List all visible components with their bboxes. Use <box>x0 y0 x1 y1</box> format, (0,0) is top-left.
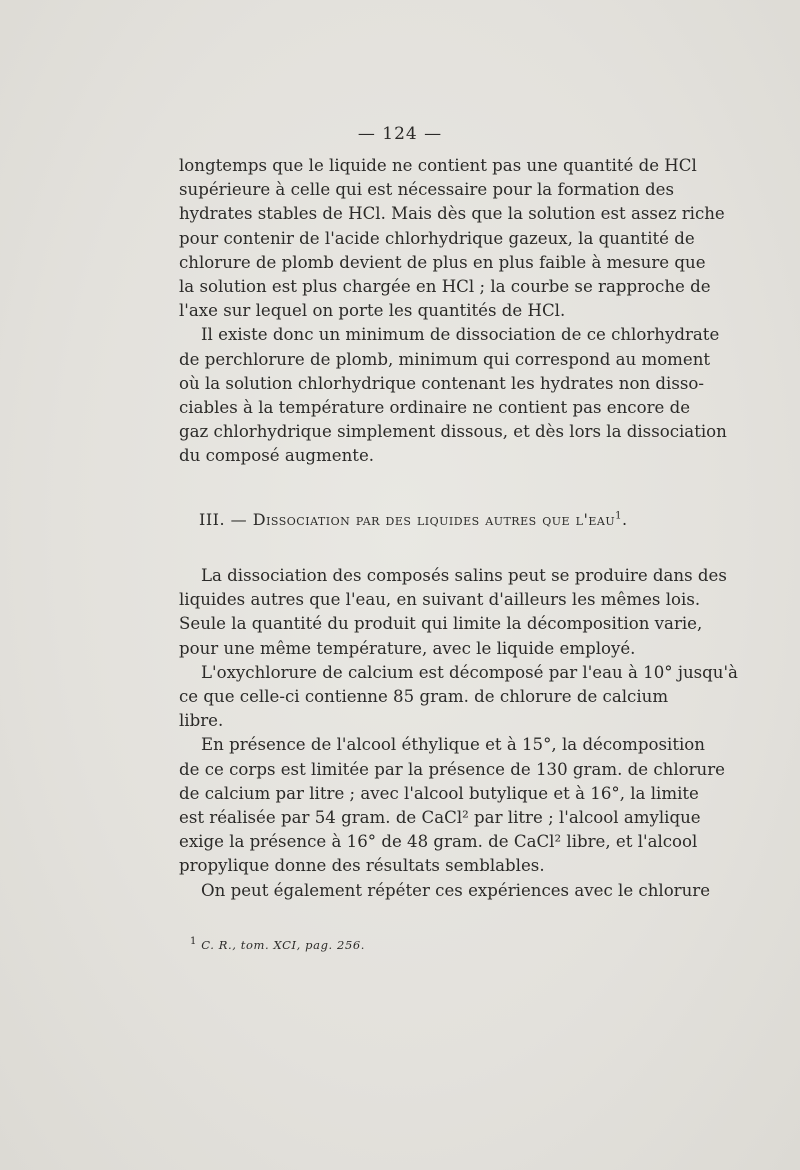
text-line: exige la présence à 16° de 48 gram. de CaCl² libre, et l'alcool <box>179 832 698 852</box>
text-line: ce que celle-ci contienne 85 gram. de chlorure de calcium <box>179 687 669 707</box>
text-line: ciables à la température ordinaire ne contient pas encore de <box>179 398 691 418</box>
page-number: — 124 — <box>357 124 443 144</box>
section-end: . <box>621 510 628 529</box>
text-line: hydrates stables de HCl. Mais dès que la solution est assez riche <box>179 204 725 224</box>
text-line: où la solution chlorhydrique contenant les hydrates non disso- <box>179 373 704 393</box>
section-dash: — <box>230 510 248 529</box>
footnote-reference: 1 <box>615 510 622 522</box>
text-line: libre. <box>179 711 224 731</box>
text-line: du composé augmente. <box>179 446 375 466</box>
text-line: L'oxychlorure de calcium est décomposé par l'eau à 10° jusqu'à <box>201 662 738 682</box>
text-line: La dissociation des composés salins peut se produire dans des <box>201 566 727 585</box>
footnote-text: C. R., tom. XCI, pag. 256. <box>201 938 366 952</box>
text-line: Seule la quantité du produit qui limite la décomposition varie, <box>179 614 703 634</box>
text-line: pour contenir de l'acide chlorhydrique gazeux, la quantité de <box>179 228 695 248</box>
text-line: de perchlorure de plomb, minimum qui correspond au moment <box>179 349 711 369</box>
footnote <box>190 938 365 952</box>
text-line: Il existe donc un minimum de dissociation de ce chlorhydrate <box>201 325 720 345</box>
text-line: propylique donne des résultats semblables. <box>179 856 545 876</box>
footnote-mark: 1 <box>190 936 197 948</box>
text-line: On peut également répéter ces expériences avec le chlorure <box>201 880 711 900</box>
text-line: la solution est plus chargée en HCl ; la courbe se rapproche de <box>179 277 711 297</box>
text-line: chlorure de plomb devient de plus en plus faible à mesure que <box>179 252 706 272</box>
section-numeral: III. <box>199 510 226 529</box>
section-title: Dissociation par des liquides autres que l'eau <box>252 510 616 529</box>
section-heading <box>199 510 628 529</box>
text-line: est réalisée par 54 gram. de CaCl² par litre ; l'alcool amylique <box>179 808 701 828</box>
text-line: de ce corps est limitée par la présence de 130 gram. de chlorure <box>179 759 725 779</box>
paragraph-block-1 <box>179 154 727 469</box>
text-line: gaz chlorhydrique simplement dissous, et dès lors la dissociation <box>179 422 727 442</box>
text-line: liquides autres que l'eau, en suivant d'ailleurs les mêmes lois. <box>179 590 701 610</box>
text-line: supérieure à celle qui est nécessaire pour la formation des <box>179 180 675 200</box>
text-line: de calcium par litre ; avec l'alcool butylique et à 16°, la limite <box>179 783 699 803</box>
text-line: longtemps que le liquide ne contient pas une quantité de HCl <box>179 156 697 175</box>
text-line: l'axe sur lequel on porte les quantités de HCl. <box>179 301 566 321</box>
text-line: pour une même température, avec le liquide employé. <box>179 638 636 658</box>
text-line: En présence de l'alcool éthylique et à 15°, la décomposition <box>201 735 705 755</box>
paragraph-block-2 <box>179 564 738 903</box>
